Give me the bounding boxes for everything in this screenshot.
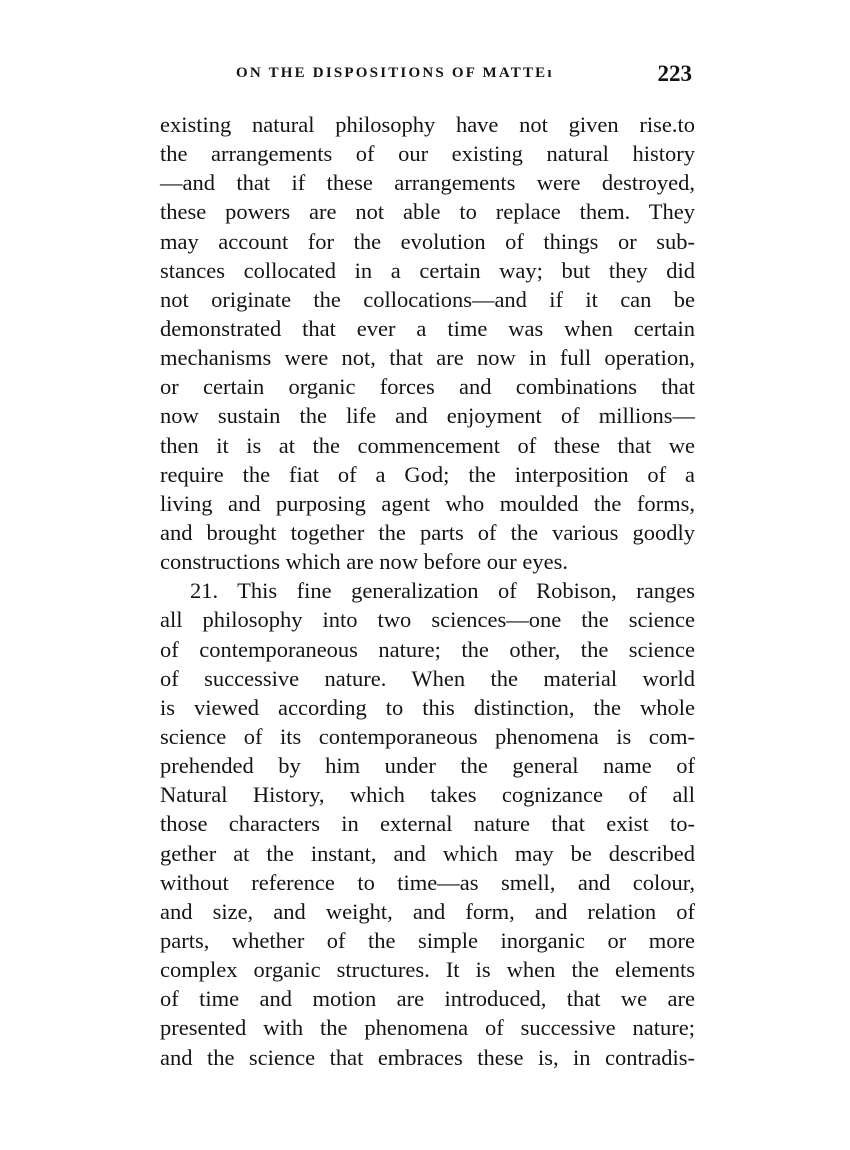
text-line: those characters in external nature that exist to-	[160, 811, 695, 837]
text-line: these powers are not able to replace them. They	[160, 199, 695, 225]
text-line: prehended by him under the general name of	[160, 753, 695, 779]
text-line: not originate the collocations—and if it can be	[160, 286, 695, 312]
text-line: stances collocated in a certain way; but they did	[160, 257, 695, 283]
text-line: Natural History, which takes cognizance of all	[160, 782, 695, 808]
paragraph-21	[160, 576, 695, 1071]
text-line: require the fiat of a God; the interposition of a	[160, 461, 695, 487]
text-line: and brought together the parts of the various goodly	[160, 519, 695, 545]
text-line: of time and motion are introduced, that we are	[160, 986, 695, 1012]
text-line: parts, whether of the simple inorganic or more	[160, 927, 695, 953]
body-text	[160, 110, 695, 1072]
text-line: demonstrated that ever a time was when certain	[160, 315, 695, 341]
text-line: constructions which are now before our eyes.	[160, 549, 568, 575]
paragraph-1	[160, 110, 695, 576]
text-line: or certain organic forces and combinations that	[160, 374, 695, 400]
text-line: 21. This fine generalization of Robison, ranges	[190, 578, 695, 604]
text-line: gether at the instant, and which may be described	[160, 840, 695, 866]
text-line: may account for the evolution of things or sub-	[160, 228, 695, 254]
text-line: living and purposing agent who moulded the forms,	[160, 490, 695, 516]
text-line: and size, and weight, and form, and relation of	[160, 898, 695, 924]
text-line: all philosophy into two sciences—one the science	[160, 607, 695, 633]
text-line: presented with the phenomena of successive nature;	[160, 1015, 695, 1041]
text-line: without reference to time—as smell, and colour,	[160, 869, 695, 895]
text-line: now sustain the life and enjoyment of millions—	[160, 403, 695, 429]
text-line: the arrangements of our existing natural history	[160, 141, 695, 167]
text-line: and the science that embraces these is, in contradis-	[160, 1044, 695, 1070]
running-title: ON THE DISPOSITIONS OF MATTEı	[236, 65, 554, 81]
text-line: existing natural philosophy have not given rise.to	[160, 112, 695, 137]
page-number: 223	[657, 61, 692, 86]
text-line: science of its contemporaneous phenomena is com-	[160, 723, 695, 749]
text-line: is viewed according to this distinction, the whole	[160, 694, 695, 720]
text-line: of successive nature. When the material world	[160, 665, 695, 691]
text-line: mechanisms were not, that are now in full operation,	[160, 345, 695, 371]
text-line: then it is at the commencement of these that we	[160, 432, 695, 458]
text-line: —and that if these arrangements were destroyed,	[160, 170, 695, 196]
text-line: complex organic structures. It is when the elements	[160, 957, 695, 983]
running-head	[162, 61, 692, 91]
text-line: of contemporaneous nature; the other, the science	[160, 636, 695, 662]
